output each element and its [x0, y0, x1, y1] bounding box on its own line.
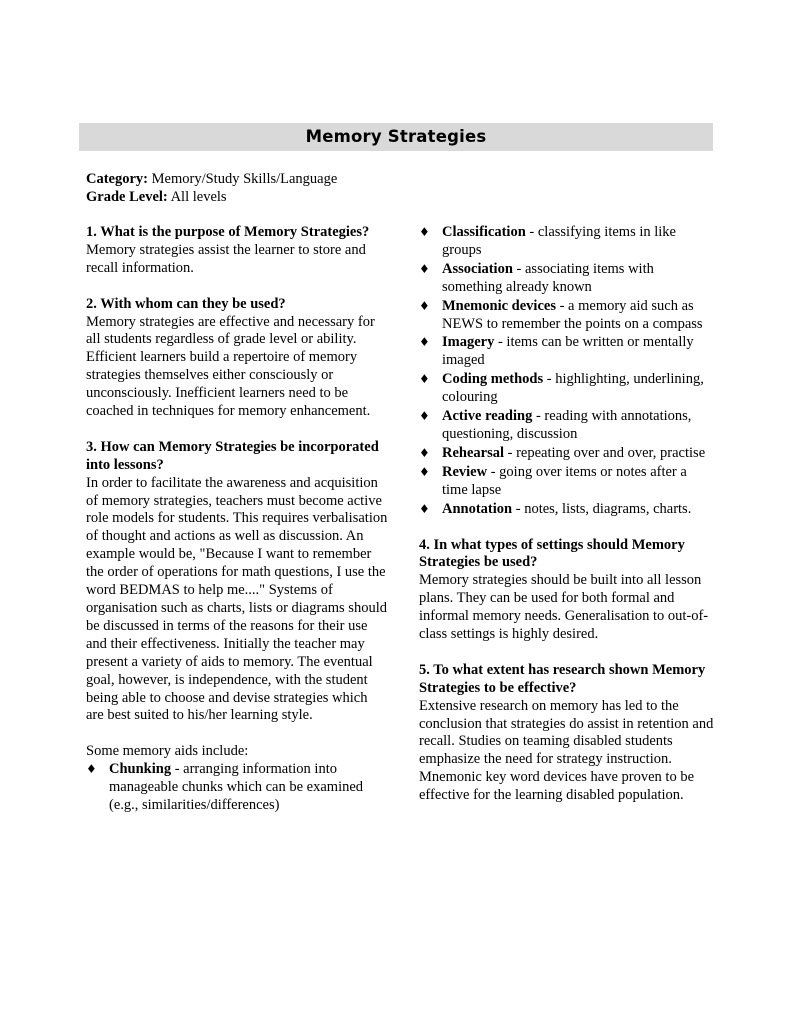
aid-description: - highlighting, underlining, colouring — [442, 371, 704, 406]
section-incorporate — [86, 439, 388, 726]
aid-term: Mnemonic devices — [442, 297, 556, 314]
diamond-bullet-icon: ♦ — [419, 335, 430, 350]
aid-term: Association — [442, 260, 513, 277]
list-item — [419, 501, 715, 519]
list-item — [419, 261, 715, 297]
section-whom — [86, 296, 388, 421]
diamond-bullet-icon: ♦ — [419, 464, 430, 479]
aid-term: Active reading — [442, 408, 533, 425]
list-item — [86, 761, 388, 815]
section-body: Extensive research on memory has led to the conclusion that strategies do assist in retention and recall. Studies on teaming disabled students emphasize the need for strategy instruction. Mnemonic key word devices have proven to be effective for the learning disabled population. — [419, 697, 714, 804]
section-heading: 5. To what extent has research shown Memory Strategies to be effective? — [419, 661, 706, 696]
category-label: Category: — [86, 171, 149, 187]
section-settings — [419, 537, 715, 644]
category-line — [86, 170, 337, 188]
memory-aids-list-right — [419, 224, 715, 519]
list-item — [419, 445, 715, 463]
aid-description: - reading with annotations, questioning, discussion — [442, 408, 692, 442]
grade-value: All levels — [170, 189, 227, 205]
list-item — [419, 334, 715, 370]
aid-description: - classifying items in like groups — [442, 224, 676, 258]
list-item — [419, 464, 715, 500]
section-heading: 1. What is the purpose of Memory Strategies? — [86, 224, 370, 240]
right-column — [419, 224, 715, 823]
aid-description: - a memory aid such as NEWS to remember the points on a compass — [442, 297, 703, 332]
diamond-bullet-icon: ♦ — [419, 225, 430, 239]
section-heading: 4. In what types of settings should Memory Strategies be used? — [419, 536, 685, 571]
diamond-bullet-icon: ♦ — [419, 298, 430, 313]
aid-description: - associating items with something already known — [442, 260, 654, 295]
title-bar — [79, 123, 713, 151]
section-body: Memory strategies assist the learner to store and recall information. — [86, 241, 366, 276]
diamond-bullet-icon: ♦ — [419, 409, 430, 424]
section-heading: 3. How can Memory Strategies be incorporated into lessons? — [86, 438, 379, 473]
aid-term: Imagery — [442, 334, 495, 351]
list-item — [419, 298, 715, 334]
aid-description: - arranging information into manageable chunks which can be examined (e.g., similarities/differences) — [109, 761, 364, 813]
aid-term: Classification — [442, 224, 526, 240]
aid-description: - repeating over and over, practise — [504, 444, 706, 461]
memory-aids-intro: Some memory aids include: — [86, 743, 249, 760]
list-item — [419, 408, 715, 444]
left-column — [86, 224, 388, 816]
aid-term: Chunking — [109, 761, 172, 778]
section-body: Memory strategies are effective and necessary for all students regardless of grade level or ability. — [86, 313, 375, 348]
diamond-bullet-icon: ♦ — [86, 762, 97, 777]
section-purpose — [86, 224, 388, 278]
aid-description: - notes, lists, diagrams, charts. — [512, 500, 692, 517]
aid-term: Annotation — [442, 500, 513, 517]
section-body: Efficient learners build a repertoire of memory strategies themselves either consciously or unconsciously. Inefficient learners need to be coached in techniques for memory enhancement. — [86, 349, 371, 420]
grade-line — [86, 188, 337, 206]
category-value: Memory/Study Skills/Language — [151, 171, 338, 187]
section-body: Memory strategies should be built into all lesson plans. They can be used for both formal and informal memory needs. Generalisation to out-of-class settings is highly desired. — [419, 572, 709, 643]
diamond-bullet-icon: ♦ — [419, 261, 430, 276]
diamond-bullet-icon: ♦ — [419, 501, 430, 516]
aid-description: - items can be written or mentally imaged — [442, 334, 694, 369]
page-title: Memory Strategies — [305, 127, 487, 146]
document-meta — [86, 170, 337, 206]
aid-term: Review — [442, 463, 488, 480]
section-body: In order to facilitate the awareness and acquisition of memory strategies, teachers must become active role models for students. This requires verbalisation of thought and actions as well as discussion. An example would be, "Because I want to remember the order of operations for math questions, I use the word BEDMAS to help me...." Systems of organisation such as charts, lists or diagrams should be discussed in terms of the reasons for their use and their effectiveness. Initially the teacher may present a variety of aids to memory. The eventual goal, however, is independence, with the student being able to choose and devise strategies which are best suited to his/her learning style. — [86, 474, 388, 724]
aid-term: Coding methods — [442, 371, 544, 388]
memory-aids-list-left — [86, 761, 388, 815]
list-item — [419, 224, 715, 260]
aid-description: - going over items or notes after a time lapse — [442, 463, 687, 498]
grade-label: Grade Level: — [86, 189, 168, 205]
section-research — [419, 662, 715, 805]
diamond-bullet-icon: ♦ — [419, 372, 430, 387]
list-item — [419, 371, 715, 407]
diamond-bullet-icon: ♦ — [419, 445, 430, 460]
aid-term: Rehearsal — [442, 444, 505, 461]
section-heading: 2. With whom can they be used? — [86, 295, 286, 312]
